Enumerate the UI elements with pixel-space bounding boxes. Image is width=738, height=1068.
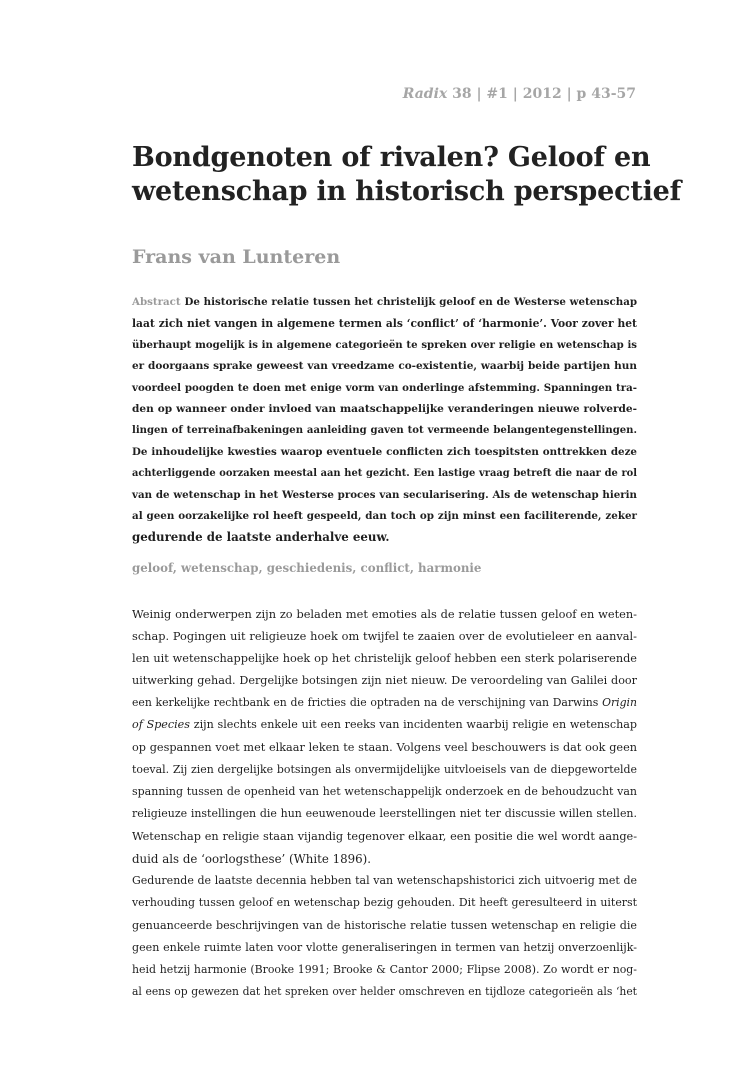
abstract-line: gedurende de laatste anderhalve eeuw. — [132, 530, 390, 545]
abstract-line: er doorgaans sprake geweest van vreedzame co-existentie, waarbij beide partijen hun — [132, 360, 637, 373]
body-line: len uit wetenschappelijke hoek op het christelijk geloof hebben een sterk polariserende — [132, 651, 637, 665]
body-line: geen enkele ruimte laten voor vlotte generaliseringen in termen van hetzij onverzoenlijk- — [132, 940, 637, 954]
abstract-line: al geen oorzakelijke rol heeft gespeeld, dan toch op zijn minst een faciliterende, zeker — [132, 510, 637, 523]
abstract-line: Abstract De historische relatie tussen het christelijk geloof en de Westerse wetenschap — [132, 296, 637, 308]
issue-pages: 38 | #1 | 2012 | p 43-57 — [447, 86, 636, 102]
body-line: op gespannen voet met elkaar leken te staan. Volgens veel beschouwers is dat ook geen — [132, 740, 637, 754]
abstract-line: achterliggende oorzaken meestal aan het gezicht. Een lastige vraag betreft die naar de rol — [132, 468, 637, 480]
body-line: Weinig onderwerpen zijn zo beladen met emoties als de relatie tussen geloof en weten- — [132, 607, 637, 621]
body-line: Gedurende de laatste decennia hebben tal van wetenschapshistorici zich uitvoerig met de — [132, 874, 637, 887]
book-title-origin: Origin — [602, 696, 637, 709]
journal-name: Radix — [402, 86, 448, 102]
keywords: geloof, wetenschap, geschiedenis, conflict, harmonie — [132, 561, 482, 575]
abstract-line: laat zich niet vangen in algemene termen als ‘conflict’ of ‘harmonie’. Voor zover het — [132, 317, 637, 331]
body-line: religieuze instellingen die hun eeuwenoude leerstellingen niet ter discussie willen stellen. — [132, 807, 637, 821]
abstract-line: De inhoudelijke kwesties waarop eventuele conflicten zich toespitsten onttrekken deze — [132, 445, 637, 458]
abstract-line: überhaupt mogelijk is in algemene categorieën te spreken over religie en wetenschap is — [132, 338, 637, 351]
body-line: genuanceerde beschrijvingen van de historische relatie tussen wetenschap en religie die — [132, 918, 637, 932]
abstract-line: van de wetenschap in het Westerse proces van secularisering. Als de wetenschap hierin — [132, 488, 637, 501]
abstract-line: den op wanneer onder invloed van maatschappelijke veranderingen nieuwe rolverde- — [132, 403, 637, 416]
abstract — [132, 292, 637, 549]
body-line: heid hetzij harmonie (Brooke 1991; Brooke & Cantor 2000; Flipse 2008). Zo wordt er nog- — [132, 963, 637, 976]
body-line: spanning tussen de openheid van het wetenschappelijk onderzoek en de behoudzucht van — [132, 785, 637, 798]
book-title-of-species: of Species — [132, 718, 190, 732]
abstract-line: lingen of terreinafbakeningen aanleiding gaven tot vermeende belangentegenstellingen. — [132, 425, 637, 437]
body-line: uitwerking gehad. Dergelijke botsingen zijn niet nieuw. De veroordeling van Galilei door — [132, 673, 637, 687]
body-line: schap. Pogingen uit religieuze hoek om twijfel te zaaien over de evolutieleer en aanval- — [132, 629, 637, 644]
journal-citation-header — [403, 86, 636, 102]
body-line: Wetenschap en religie staan vijandig tegenover elkaar, een positie die wel wordt aange- — [132, 829, 637, 843]
body-line: duid als de ‘oorlogsthese’ (White 1896). — [132, 851, 371, 866]
title-line: Bondgenoten of rivalen? Geloof en — [132, 142, 651, 173]
abstract-label: Abstract — [132, 296, 181, 308]
body-text — [132, 603, 637, 1004]
body-line: of Species zijn slechts enkele uit een reeks van incidenten waarbij religie en wetenschap — [132, 718, 637, 732]
abstract-line: voordeel poogden te doen met enige vorm van onderlinge afstemming. Spanningen tra- — [132, 381, 637, 394]
article-author: Frans van Lunteren — [132, 246, 341, 268]
body-line: een kerkelijke rechtbank en de fricties die optraden na de verschijning van Darwins Origin — [132, 696, 637, 709]
title-line: wetenschap in historisch perspectief — [132, 176, 682, 207]
article-title — [132, 141, 682, 209]
body-line: al eens op gewezen dat het spreken over helder omschreven en tijdloze categorieën als ‘het — [132, 985, 637, 999]
body-line: verhouding tussen geloof en wetenschap bezig gehouden. Dit heeft geresulteerd in uiterst — [132, 896, 637, 910]
body-line: toeval. Zij zien dergelijke botsingen als onvermijdelijke uitvloeisels van de diepgewortelde — [132, 762, 637, 776]
